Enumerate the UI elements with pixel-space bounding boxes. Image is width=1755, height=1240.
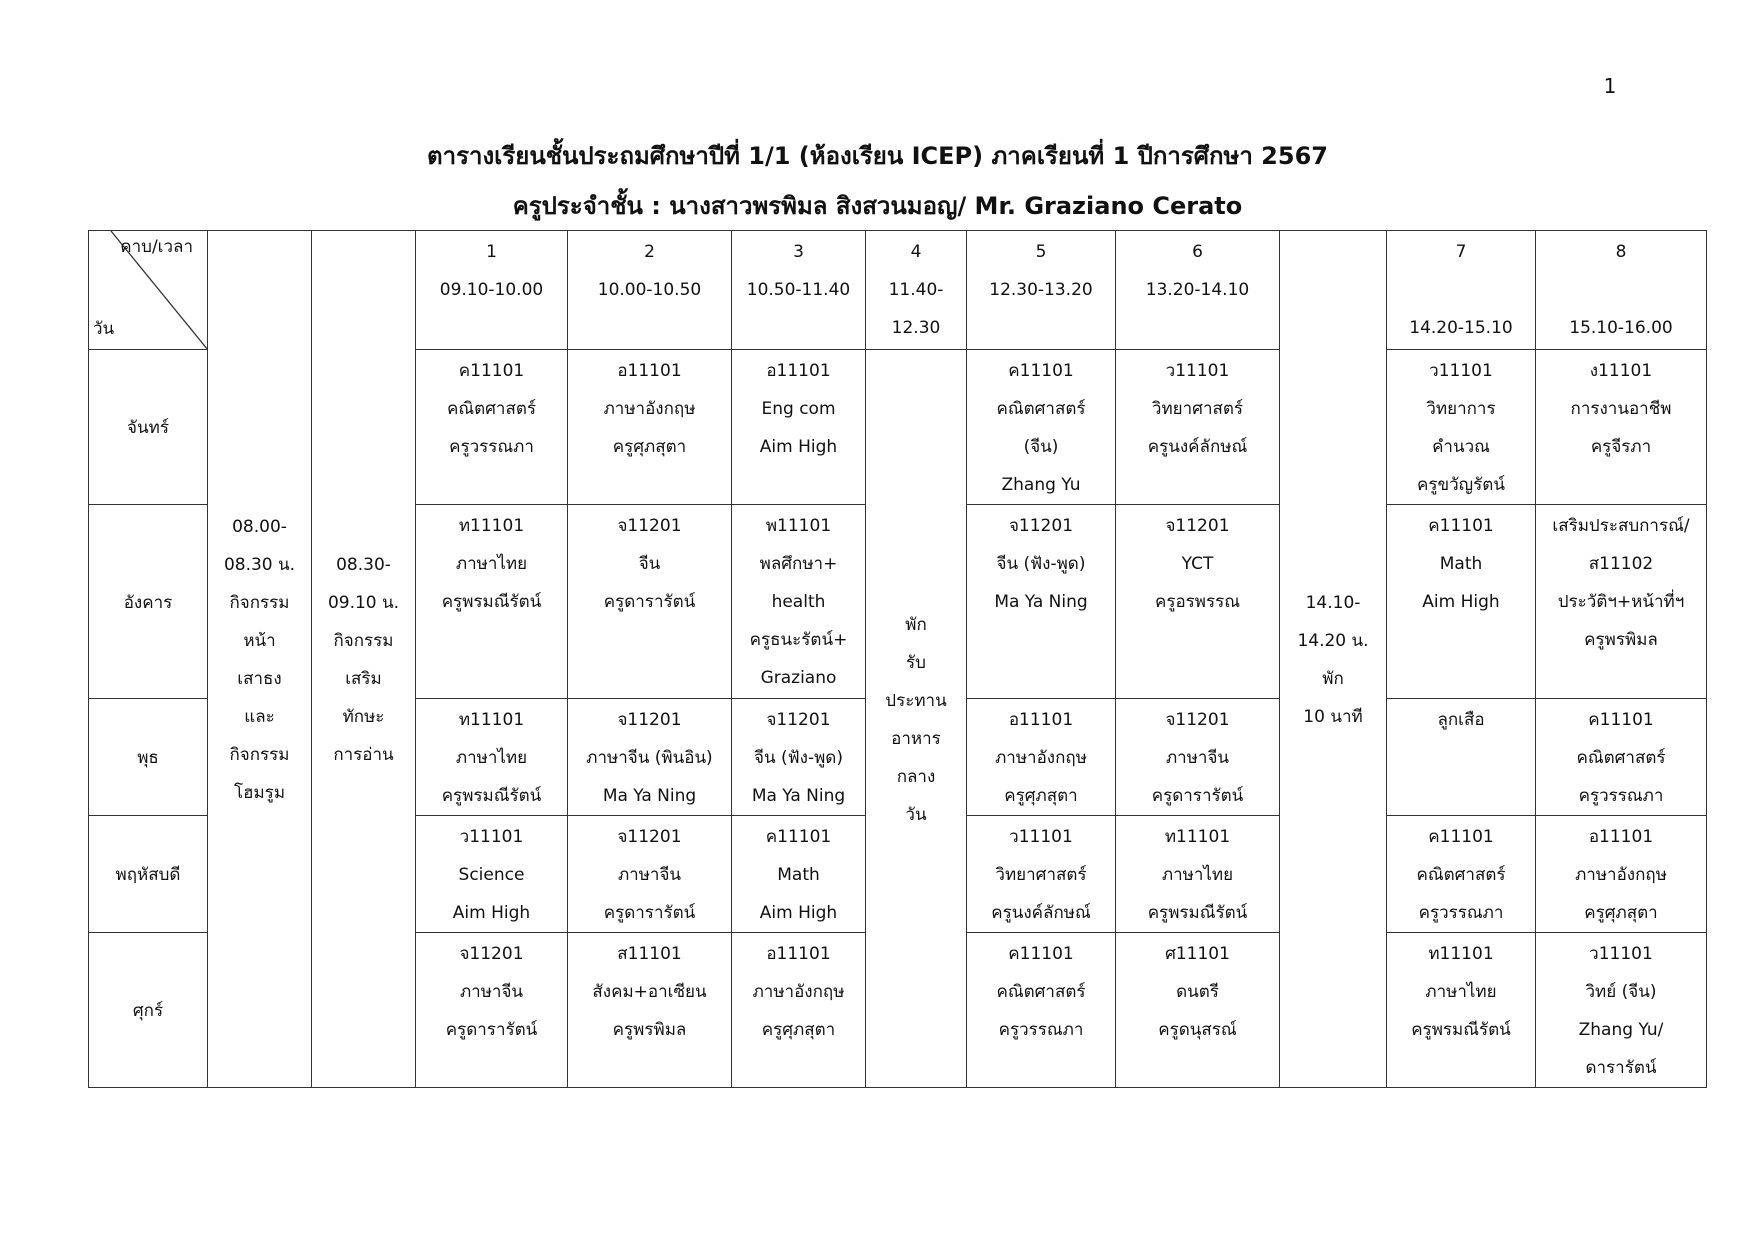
cell-wed-p1 <box>416 699 568 816</box>
cell-line: YCT <box>1181 554 1214 574</box>
cell-line: การอ่าน <box>333 745 394 765</box>
cell-line: ครูศุภสุตา <box>1004 786 1078 806</box>
cell-wed-p6 <box>1116 699 1280 816</box>
cell-line: ประทาน <box>885 690 947 711</box>
cell-line: การงานอาชีพ <box>1570 399 1672 419</box>
cell-line: จ11201 <box>1008 516 1074 536</box>
cell-line: วิทยาการ <box>1426 399 1496 419</box>
cell-line: วัน <box>905 804 927 825</box>
cell-line: ลูกเสือ <box>1437 710 1485 730</box>
cell-line: 14.20-15.10 <box>1409 318 1513 338</box>
cell-line: ค11101 <box>1008 361 1074 381</box>
cell-line: ครูศุภสุตา <box>1584 903 1658 923</box>
cell-line: ครูวรรณภา <box>449 437 534 457</box>
cell-line: 3 <box>793 242 804 262</box>
cell-line: จ11201 <box>459 944 524 964</box>
cell-line: ประวัติฯ+หน้าที่ฯ <box>1557 592 1685 612</box>
day-label-tuesday: อังคาร <box>89 505 208 699</box>
cell-line: ครูพรมณีรัตน์ <box>1147 903 1248 923</box>
cell-mon-p2 <box>568 350 732 505</box>
cell-line: อ11101 <box>766 944 831 964</box>
cell-line: Math <box>777 865 820 885</box>
cell-line: ครูศุภสุตา <box>761 1020 836 1040</box>
cell-line: Science <box>458 865 525 885</box>
cell-line: ค11101 <box>1428 516 1494 536</box>
cell-line: กิจกรรม <box>229 593 290 613</box>
cell-line: ภาษาไทย <box>1425 982 1497 1002</box>
day-label-wednesday: พุธ <box>89 699 208 816</box>
cell-line: หน้า <box>243 631 276 651</box>
cell-line: ภาษาจีน <box>459 982 524 1002</box>
cell-line: อ11101 <box>1588 827 1654 847</box>
cell-line: กิจกรรม <box>333 631 394 651</box>
cell-line: Ma Ya Ning <box>994 592 1088 612</box>
cell-line: ครูดารารัตน์ <box>603 903 696 923</box>
cell-line: ภาษาอังกฤษ <box>995 748 1087 768</box>
cell-line: ท11101 <box>1164 827 1231 847</box>
cell-wed-p3 <box>732 699 866 816</box>
cell-line: อาหาร <box>891 728 941 749</box>
header-period-3 <box>732 231 866 350</box>
cell-line: จีน (ฟัง-พูด) <box>754 748 843 768</box>
cell-line: อ11101 <box>766 361 831 381</box>
cell-line: ครูธนะรัตน์+ <box>749 630 848 650</box>
cell-line: ส11101 <box>617 944 682 964</box>
cell-line: 10.00-10.50 <box>597 280 702 300</box>
cell-line: 14.20 น. <box>1297 631 1369 651</box>
day-label-friday: ศุกร์ <box>89 933 208 1088</box>
cell-line: พัก <box>905 614 927 635</box>
cell-line: ครูดารารัตน์ <box>603 592 696 612</box>
cell-wed-p2 <box>568 699 732 816</box>
cell-line: ทักษะ <box>342 707 385 727</box>
cell-line: 08.30 น. <box>223 555 296 575</box>
cell-line: 1 <box>486 242 497 262</box>
reading-activity-cell <box>312 231 416 1088</box>
cell-line: ครูอรพรรณ <box>1154 592 1241 612</box>
header-period-6 <box>1116 231 1280 350</box>
cell-line: รับ <box>906 652 926 673</box>
cell-tue-p5 <box>967 505 1116 699</box>
day-label-thursday: พฤหัสบดี <box>89 816 208 933</box>
cell-line: โฮมรูม <box>233 783 286 803</box>
cell-line: Zhang Yu <box>1001 475 1081 495</box>
afternoon-break-cell <box>1280 231 1387 1088</box>
cell-line: ว11101 <box>1589 944 1653 964</box>
cell-line: Graziano <box>760 668 837 688</box>
cell-line: ท11101 <box>1428 944 1494 964</box>
cell-line: ภาษาจีน <box>1165 748 1230 768</box>
day-label-monday: จันทร์ <box>89 350 208 505</box>
cell-line: ครูดนุสรณ์ <box>1158 1020 1237 1040</box>
cell-line: Aim High <box>452 903 531 923</box>
cell-line: พลศึกษา+ <box>759 554 838 574</box>
cell-line: สังคม+อาเซียน <box>592 982 707 1002</box>
cell-thu-p3 <box>732 816 866 933</box>
cell-line: ครูวรรณภา <box>1418 903 1504 923</box>
cell-line: 14.10- <box>1305 593 1361 613</box>
cell-tue-p7 <box>1387 505 1536 699</box>
cell-line: ครูนงค์ลักษณ์ <box>1147 437 1248 457</box>
corner-cell <box>89 231 208 350</box>
cell-fri-p5 <box>967 933 1116 1088</box>
cell-line: ค11101 <box>1588 710 1654 730</box>
cell-line: ภาษาไทย <box>1161 865 1234 885</box>
cell-line: คณิตศาสตร์ <box>1576 748 1666 768</box>
header-period-7 <box>1387 231 1536 350</box>
cell-thu-p8 <box>1536 816 1707 933</box>
cell-line: ครูวรรณภา <box>1578 786 1664 806</box>
cell-line: จ11201 <box>1165 710 1230 730</box>
cell-line: 12.30-13.20 <box>989 280 1093 300</box>
cell-line: เสริม <box>345 669 382 689</box>
cell-line: ท11101 <box>458 710 525 730</box>
cell-line: Zhang Yu/ <box>1578 1020 1664 1040</box>
cell-line: ครูพรมณีรัตน์ <box>441 786 542 806</box>
cell-line: Ma Ya Ning <box>602 786 697 806</box>
cell-line: ภาษาจีน <box>617 865 682 885</box>
cell-line: คณิตศาสตร์ <box>446 399 537 419</box>
cell-line <box>1389 271 1533 309</box>
cell-fri-p2 <box>568 933 732 1088</box>
cell-thu-p2 <box>568 816 732 933</box>
cell-line: ครูพรพิมล <box>1584 630 1658 650</box>
cell-line: ครูพรพิมล <box>612 1020 687 1040</box>
cell-fri-p1 <box>416 933 568 1088</box>
cell-line: Eng com <box>761 399 836 419</box>
cell-line: เสริมประสบการณ์/ <box>1552 516 1690 536</box>
cell-line: วิทยาศาสตร์ <box>995 865 1087 885</box>
page-subtitle: ครูประจำชั้น : นางสาวพรพิมล สิงสวนมอญ/ Mr. Graziano Cerato <box>512 192 1243 220</box>
cell-line: ง11101 <box>1589 361 1653 381</box>
cell-mon-p5 <box>967 350 1116 505</box>
cell-line: Aim High <box>759 903 838 923</box>
cell-line: 13.20-14.10 <box>1145 280 1250 300</box>
cell-line: เสาธง <box>237 669 282 689</box>
cell-wed-p5 <box>967 699 1116 816</box>
cell-line: ว11101 <box>1009 827 1073 847</box>
header-period-2 <box>568 231 732 350</box>
cell-thu-p5 <box>967 816 1116 933</box>
cell-line: 7 <box>1455 242 1467 262</box>
cell-line: คณิตศาสตร์ <box>996 982 1086 1002</box>
header-period-1 <box>416 231 568 350</box>
cell-line: (จีน) <box>1023 437 1059 457</box>
morning-assembly-cell <box>208 231 312 1088</box>
cell-line: ภาษาจีน (พินอิน) <box>586 748 713 768</box>
cell-line: 09.10 น. <box>327 593 400 613</box>
cell-line: กลาง <box>896 766 936 787</box>
cell-fri-p6 <box>1116 933 1280 1088</box>
cell-line: จ11201 <box>617 710 682 730</box>
cell-line: วิทย์ (จีน) <box>1585 982 1657 1002</box>
cell-line: ท11101 <box>458 516 525 536</box>
cell-wed-p8 <box>1536 699 1707 816</box>
cell-line: วิทยาศาสตร์ <box>1151 399 1244 419</box>
cell-line: ค11101 <box>1428 827 1494 847</box>
header-period-4 <box>866 231 967 350</box>
cell-line: ครูจีรภา <box>1590 437 1652 457</box>
cell-line: จ11201 <box>617 827 682 847</box>
cell-mon-p3 <box>732 350 866 505</box>
corner-period-label: คาบ/เวลา <box>120 237 193 257</box>
cell-line: กิจกรรม <box>229 745 290 765</box>
cell-line: health <box>771 592 826 612</box>
header-period-5 <box>967 231 1116 350</box>
cell-line <box>1538 271 1704 309</box>
cell-mon-p1 <box>416 350 568 505</box>
cell-line: 10 นาที <box>1303 707 1363 727</box>
cell-line: ว11101 <box>1429 361 1493 381</box>
cell-line: ครูพรมณีรัตน์ <box>1411 1020 1511 1040</box>
cell-line: จ11201 <box>1165 516 1230 536</box>
cell-line: 15.10-16.00 <box>1569 318 1673 338</box>
lunch-break-cell <box>866 350 967 1088</box>
cell-line: คณิตศาสตร์ <box>1416 865 1506 885</box>
cell-line: ดารารัตน์ <box>1585 1058 1657 1078</box>
cell-line: ครูนงค์ลักษณ์ <box>991 903 1091 923</box>
cell-line: 8 <box>1615 242 1627 262</box>
cell-line: คำนวณ <box>1432 437 1490 457</box>
cell-line: อ11101 <box>1008 710 1074 730</box>
cell-tue-p6 <box>1116 505 1280 699</box>
cell-line: และ <box>244 707 275 727</box>
cell-line: Aim High <box>759 437 838 457</box>
cell-line: ครูศุภสุตา <box>612 437 687 457</box>
cell-wed-p7 <box>1387 699 1536 816</box>
cell-line: 08.00- <box>232 517 287 537</box>
cell-line: ค11101 <box>1008 944 1074 964</box>
cell-line: 12.30 <box>891 318 941 338</box>
cell-line: 10.50-11.40 <box>746 280 851 300</box>
cell-line: ครูดารารัตน์ <box>445 1020 538 1040</box>
cell-line: ส11102 <box>1588 554 1654 574</box>
cell-line: 6 <box>1192 242 1203 262</box>
cell-line: จ11201 <box>766 710 831 730</box>
cell-tue-p8 <box>1536 505 1707 699</box>
cell-line: พัก <box>1322 669 1344 689</box>
cell-line: ภาษาไทย <box>455 554 528 574</box>
cell-line: ค11101 <box>765 827 832 847</box>
cell-line: 4 <box>910 242 922 262</box>
cell-tue-p3 <box>732 505 866 699</box>
cell-line: ครูขวัญรัตน์ <box>1417 475 1505 495</box>
cell-line: 11.40- <box>888 280 944 300</box>
cell-line: 08.30- <box>336 555 391 575</box>
cell-line: 5 <box>1035 242 1047 262</box>
cell-mon-p7 <box>1387 350 1536 505</box>
page-number: 1 <box>1603 74 1617 98</box>
cell-line: ดนตรี <box>1176 982 1219 1002</box>
cell-line: Ma Ya Ning <box>751 786 846 806</box>
header-row <box>89 231 1707 350</box>
cell-fri-p3 <box>732 933 866 1088</box>
cell-line: จ11201 <box>617 516 682 536</box>
cell-line: ครูวรรณภา <box>998 1020 1084 1040</box>
cell-line: Aim High <box>1422 592 1500 612</box>
cell-line: ภาษาอังกฤษ <box>603 399 696 419</box>
cell-mon-p6 <box>1116 350 1280 505</box>
cell-tue-p1 <box>416 505 568 699</box>
cell-thu-p1 <box>416 816 568 933</box>
cell-line: อ11101 <box>617 361 682 381</box>
cell-line: ค11101 <box>458 361 525 381</box>
cell-line: ภาษาอังกฤษ <box>1575 865 1667 885</box>
cell-line: ว11101 <box>459 827 524 847</box>
cell-line: Math <box>1439 554 1483 574</box>
corner-day-label: วัน <box>93 319 115 339</box>
cell-line: จีน <box>638 554 661 574</box>
cell-fri-p8 <box>1536 933 1707 1088</box>
cell-thu-p6 <box>1116 816 1280 933</box>
cell-thu-p7 <box>1387 816 1536 933</box>
cell-line: ว11101 <box>1165 361 1230 381</box>
cell-line: ครูดารารัตน์ <box>1151 786 1244 806</box>
cell-line: ศ11101 <box>1165 944 1230 964</box>
header-period-8 <box>1536 231 1707 350</box>
cell-line: พ11101 <box>765 516 832 536</box>
cell-line: ครูพรมณีรัตน์ <box>441 592 542 612</box>
page-title: ตารางเรียนชั้นประถมศึกษาปีที่ 1/1 (ห้องเรียน ICEP) ภาคเรียนที่ 1 ปีการศึกษา 2567 <box>427 142 1328 170</box>
cell-tue-p2 <box>568 505 732 699</box>
cell-line: 2 <box>644 242 655 262</box>
cell-line: คณิตศาสตร์ <box>996 399 1086 419</box>
cell-line: ภาษาอังกฤษ <box>752 982 845 1002</box>
timetable <box>88 230 1707 1088</box>
cell-line: ภาษาไทย <box>455 748 528 768</box>
cell-mon-p8 <box>1536 350 1707 505</box>
cell-line: 09.10-10.00 <box>439 280 544 300</box>
cell-fri-p7 <box>1387 933 1536 1088</box>
cell-line: จีน (ฟัง-พูด) <box>996 554 1086 574</box>
